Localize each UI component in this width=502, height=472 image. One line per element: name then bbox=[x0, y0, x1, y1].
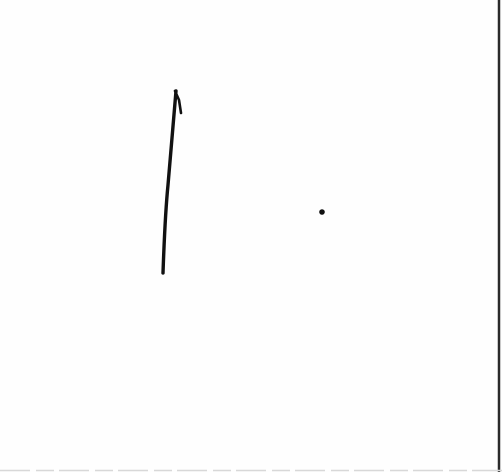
dot bbox=[319, 209, 325, 215]
vertical-stroke bbox=[163, 91, 176, 273]
